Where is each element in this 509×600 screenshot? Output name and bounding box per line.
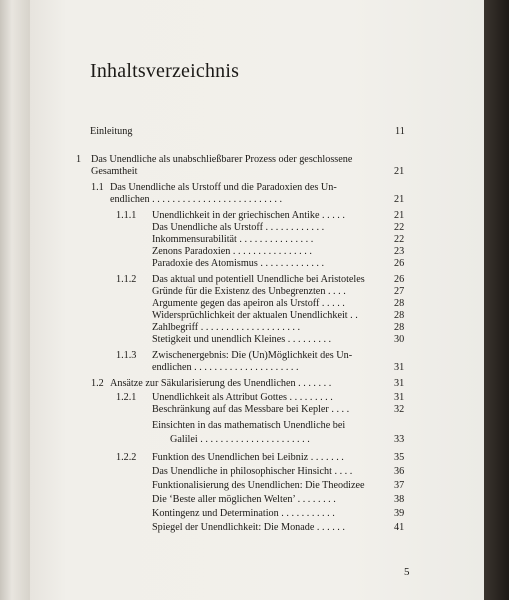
toc-entry-text: Das Unendliche in philosophischer Hinsicht . . . . — [152, 466, 353, 477]
toc-entry-page: 35 — [394, 452, 405, 463]
toc-entry-text: Das Unendliche als unabschließbarer Prozess oder geschlossene — [91, 154, 353, 165]
toc-entry-text: Inkommensurabilität . . . . . . . . . . . . . . . — [152, 234, 314, 245]
toc-entry-text: endlichen . . . . . . . . . . . . . . . . . . . . . . . . . . — [110, 194, 283, 205]
toc-entry-page: 32 — [394, 404, 405, 415]
toc-entry-number: 1 — [76, 154, 82, 165]
toc-entry-text: Gründe für die Existenz des Unbegrenzten . . . . — [152, 286, 346, 297]
toc-entry-number: 1.2.2 — [116, 452, 137, 463]
toc-entry-page: 31 — [394, 362, 405, 373]
toc-entry-page: 30 — [394, 334, 405, 345]
page-title: Inhaltsverzeichnis — [90, 60, 240, 82]
toc-entry-page: 33 — [394, 434, 405, 445]
toc-entry-page: 11 — [395, 126, 405, 137]
toc-entry-text: Einsichten in das mathematisch Unendliche bei — [152, 420, 346, 431]
toc-entry-number: 1.1.3 — [116, 350, 137, 361]
toc-entry-page: 37 — [394, 480, 405, 491]
toc-entry-text: Das Unendliche als Urstoff . . . . . . . . . . . . — [152, 222, 325, 233]
toc-entry-text: Gesamtheit — [91, 166, 138, 177]
toc-entry-text: Paradoxie des Atomismus . . . . . . . . . . . . . — [152, 258, 325, 269]
toc-entry-page: 28 — [394, 310, 405, 321]
toc-entry-text: Die ‘Beste aller möglichen Welten’ . . . . . . . . — [152, 494, 336, 505]
toc-entry-number: 1.2.1 — [116, 392, 137, 403]
toc-entry-number: 1.2 — [91, 378, 104, 389]
toc-entry-page: 27 — [394, 286, 405, 297]
toc-entry-text: Argumente gegen das apeiron als Urstoff . . . . . — [152, 298, 345, 309]
toc-entry-number: 1.1 — [91, 182, 104, 193]
toc-entry-page: 26 — [394, 258, 405, 269]
toc-entry-text: Unendlichkeit als Attribut Gottes . . . . . . . . . — [152, 392, 333, 403]
toc-entry-number: 1.1.1 — [116, 210, 137, 221]
toc-entry-text: Beschränkung auf das Messbare bei Kepler . . . . — [152, 404, 350, 415]
toc-entry-page: 38 — [394, 494, 405, 505]
toc-entry-text: endlichen . . . . . . . . . . . . . . . . . . . . . — [152, 362, 299, 373]
page-number: 5 — [404, 566, 410, 578]
toc-entry-page: 28 — [394, 298, 405, 309]
toc-entry-text: Das Unendliche als Urstoff und die Paradoxien des Un- — [110, 182, 337, 193]
toc-entry-text: Zenons Paradoxien . . . . . . . . . . . . . . . . — [152, 246, 312, 257]
toc-entry-text: Das aktual und potentiell Unendliche bei Aristoteles — [152, 274, 365, 285]
toc-entry-text: Spiegel der Unendlichkeit: Die Monade . . . . . . — [152, 522, 345, 533]
toc-entry-text: Unendlichkeit in der griechischen Antike . . . . . — [152, 210, 345, 221]
toc-entry-number: 1.1.2 — [116, 274, 137, 285]
toc-entry-page: 23 — [394, 246, 405, 257]
toc-entry-page: 41 — [394, 522, 405, 533]
toc-entry-page: 22 — [394, 234, 405, 245]
toc-entry-text: Galilei . . . . . . . . . . . . . . . . . . . . . . — [170, 434, 310, 445]
toc-entry-page: 26 — [394, 274, 405, 285]
toc-entry-page: 21 — [394, 166, 405, 177]
toc-entry-text: Zwischenergebnis: Die (Un)Möglichkeit des Un- — [152, 350, 353, 361]
toc-entry-text: Funktionalisierung des Unendlichen: Die Theodizee — [152, 480, 365, 491]
book-edge — [484, 0, 509, 600]
toc-entry-page: 36 — [394, 466, 405, 477]
toc-entry-text: Widersprüchlichkeit der aktualen Unendlichkeit . . — [152, 310, 358, 321]
toc-entry-page: 21 — [394, 194, 405, 205]
toc-entry-text: Kontingenz und Determination . . . . . . . . . . . — [152, 508, 335, 519]
toc-entry-page: 21 — [394, 210, 405, 221]
toc-entry-text: Zahlbegriff . . . . . . . . . . . . . . . . . . . . — [152, 322, 301, 333]
toc-entry-text: Stetigkeit und unendlich Kleines . . . . . . . . . — [152, 334, 332, 345]
toc-entry-page: 31 — [394, 378, 405, 389]
toc-entry-page: 22 — [394, 222, 405, 233]
toc-entry-page: 39 — [394, 508, 405, 519]
book-spine — [0, 0, 30, 600]
toc-entry-text: Einleitung — [90, 126, 133, 137]
toc-entry-page: 28 — [394, 322, 405, 333]
toc-entry-text: Ansätze zur Säkularisierung des Unendlichen . . . . . . . — [110, 378, 332, 389]
toc-entry-page: 31 — [394, 392, 405, 403]
toc-entry-text: Funktion des Unendlichen bei Leibniz . . . . . . . — [152, 452, 344, 463]
